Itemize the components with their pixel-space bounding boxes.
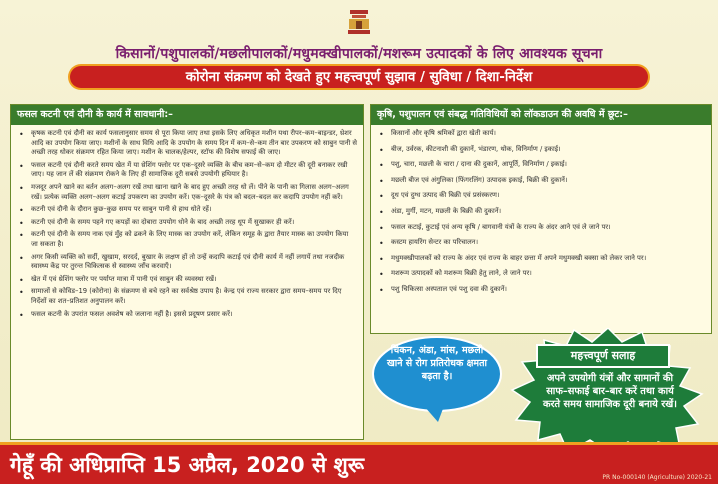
bullet-icon: •: [19, 183, 24, 193]
list-item: • कटनी एवं दौनी के दौरान कुछ–कुछ समय पर साबुन पानी से हाथ धोते रहें।: [19, 205, 212, 216]
bullet-icon: •: [19, 231, 24, 241]
list-item: • खेत में एवं थ्रेशिंग फ्लोर पर पर्याप्त मात्रा में पानी एवं साबुन की व्यवस्था रखें।: [19, 274, 217, 285]
list-item: • फसल कटनी एवं दौनी करते समय खेत में या थ्रेशिंग फ्लोर पर एक–दूसरे व्यक्ति के बीच कम–से–कम दो मीटर की दूरी बनाकर रखी जाए। यह जान लें की संक्रमण रोकने के लिए ही सामाजिक दूरी सबसे उपयोगी हथियार है।: [19, 160, 348, 179]
bullet-icon: •: [379, 145, 384, 155]
bullet-icon: •: [379, 270, 384, 280]
list-item: • अगर किसी व्यक्ति को सर्दी, खुखाम, सरदर्द, बुखार के लक्षण हों तो उन्हें कदापि कटाई एवं दौनी कार्य में नहीं लगायें तथा नजदीक स्वास्थ्य केंद्र पर तुरन्त चिकित्सक से स्वास्थ्य जाँच करवाएँ।: [19, 252, 345, 271]
list-item: • कटनी एवं दौनी के समय पहने गए कपड़ों का दोबारा उपयोग धोने के बाद अच्छी तरह धूप में सुखाकर ही करें।: [19, 217, 295, 228]
bullet-icon: •: [19, 218, 24, 228]
bullet-icon: •: [19, 130, 24, 139]
list-item: • सामाजों से कोविड–19 (कोरोना) के संक्रमण से बचे रहने का सर्वश्रेष्ठ उपाय है। केन्द्र एवं राज्य सरकार द्वारा समय–समय पर दिए निर्देशों का शत–प्रतिशत अनुपालन करें।: [19, 287, 342, 305]
list-item: • पशु चिकित्सा अस्पताल एवं पशु दवा की दुकानें।: [379, 284, 507, 295]
bullet-icon: •: [379, 130, 384, 139]
bullet-icon: •: [379, 207, 384, 217]
bullet-icon: •: [19, 253, 24, 263]
list-item: • मशरूम उत्पादकों को मशरूम बिक्री हेतु लाने, ले जाने पर।: [379, 269, 532, 280]
list-item: • कृषक कटनी एवं दौनी का कार्य फसलानुसार समय से पूरा किया जाए तथा इसके लिए अधिकृत मशीन यथा रीपर–कम–बाइन्डर, थ्रेशर आदि का उपयोग किया जाए। मशीनों के साथ विधि आदि के उपयोग के समय दिन में कम–से–कम तीन बार उपकरण को साबुन पानी से अच्छी तरह धोकर संक्रमण रहित किया जाए। मशीन के चालक/हेल्पर, स्टॉफ की विशेष सफाई की जाए।: [19, 129, 358, 157]
wheat-procurement-notice: गेहूँ की अधिप्राप्ति 15 अप्रैल, 2020 से शुरू: [10, 453, 365, 477]
bullet-icon: •: [19, 275, 24, 285]
bullet-icon: •: [19, 206, 24, 216]
list-item: • अंडा, मुर्गी, मटन, मछली के बिक्री की दुकानें।: [379, 206, 502, 217]
bullet-icon: •: [379, 239, 384, 249]
bullet-icon: •: [19, 310, 24, 320]
list-item: • फसल कटाई, कुटाई एवं अन्य कृषि / बागवानी यंत्रों के राज्य के अंदर आने एवं ले जाने पर।: [379, 222, 611, 233]
procurement-footer: [0, 442, 718, 484]
bullet-icon: •: [379, 176, 384, 186]
bullet-icon: •: [19, 288, 24, 298]
list-item: • फसल कटनी के उपरांत फसल अवशेष को जलाना नहीं है। इससे प्रदूषण प्रसार करें।: [19, 309, 233, 320]
advice-heading: महत्त्वपूर्ण सलाह: [536, 344, 670, 368]
bullet-icon: •: [379, 254, 384, 264]
lockdown-exemptions-heading: कृषि, पशुपालन एवं संबद्ध गतिविधियों को लॉकडाउन की अवधि में छूट:–: [371, 105, 711, 125]
immunity-speech-bubble: [372, 336, 502, 422]
harvest-precautions-heading: फसल कटनी एवं दौनी के कार्य में सावधानी:–: [11, 105, 363, 125]
covid-guidelines-banner: कोरोना संक्रमण को देखते हुए महत्त्वपूर्ण सुझाव / सुविधा / दिशा-निर्देश: [70, 66, 648, 88]
list-item: • पशु, चारा, मछली के चारा / दाना की दुकानें, आपूर्ति, विनिर्माण / इकाई।: [379, 160, 568, 171]
list-item: • कस्टम हायरिंग सेन्टर का परिचालन।: [379, 238, 479, 249]
list-item: • बीज, उर्वरक, कीटनाशी की दुकानें, भंडारण, थोक, विनिर्माण / इकाई।: [379, 144, 561, 155]
advice-text: अपने उपयोगी यंत्रों और सामानों की साफ–सफाई बार–बार करें तथा कार्य करते समय सामाजिक दूरी बनाये रखें।: [543, 373, 677, 410]
list-item: • मधुमक्खीपालकों को राज्य के अंदर एवं राज्य के बाहर छत्ता में अपने मधुमक्खी बक्सा को लेकर जाने पर।: [379, 253, 647, 264]
list-item: • मजदूर अपने खाने का बर्तन अलग–अलग रखें तथा खाना खाने के बाद हुए अच्छी तरह धो लें। पीने के पानी का गिलास अलग–अलग रखें। प्रत्येक व्यक्ति अलग–अलग कटाई उपकरण का उपयोग करें। एक–दूसरे के यंत्र को बदल–बदल कर कदापि उपयोग नहीं करें।: [19, 182, 349, 201]
lockdown-exemptions-panel: [370, 104, 712, 334]
lockdown-exemptions-list: [371, 125, 711, 295]
bullet-icon: •: [379, 161, 384, 171]
bullet-icon: •: [379, 285, 384, 295]
list-item: • दूध एवं दुग्ध उत्पाद की बिक्री एवं प्रसंस्करण।: [379, 191, 500, 202]
pr-number: PR No-000140 (Agriculture) 2020-21: [602, 474, 712, 481]
list-item: • मछली बीज एवं अंगुलिका (फिंगरलिंग) उत्पादक इकाई, बिक्री की दुकानें।: [379, 175, 568, 186]
harvest-precautions-panel: [10, 104, 364, 440]
bullet-icon: •: [379, 192, 384, 202]
immunity-tip-text: चिकन, अंडा, मांस, मछली खाने से रोग प्रतिरोधक क्षमता बढ़ता है।: [387, 345, 487, 382]
bullet-icon: •: [19, 161, 24, 171]
list-item: • किसानों और कृषि श्रमिकों द्वारा खेती कार्य।: [379, 129, 496, 139]
list-item: • कटनी एवं दौनी के समय नाक एवं मुँह को ढकने के लिए मास्क का उपयोग करें, लेकिन समूह के द्वारा तैयार मास्क का उपयोग किया जा सकता है।: [19, 230, 349, 248]
bihar-emblem-icon: [346, 8, 372, 38]
bullet-icon: •: [379, 223, 384, 233]
harvest-precautions-list: [11, 125, 363, 319]
poster-title: किसानों/पशुपालकों/मछलीपालकों/मधुमक्खीपालकों/मशरूम उत्पादकों के लिए आवश्यक सूचना: [115, 46, 603, 62]
